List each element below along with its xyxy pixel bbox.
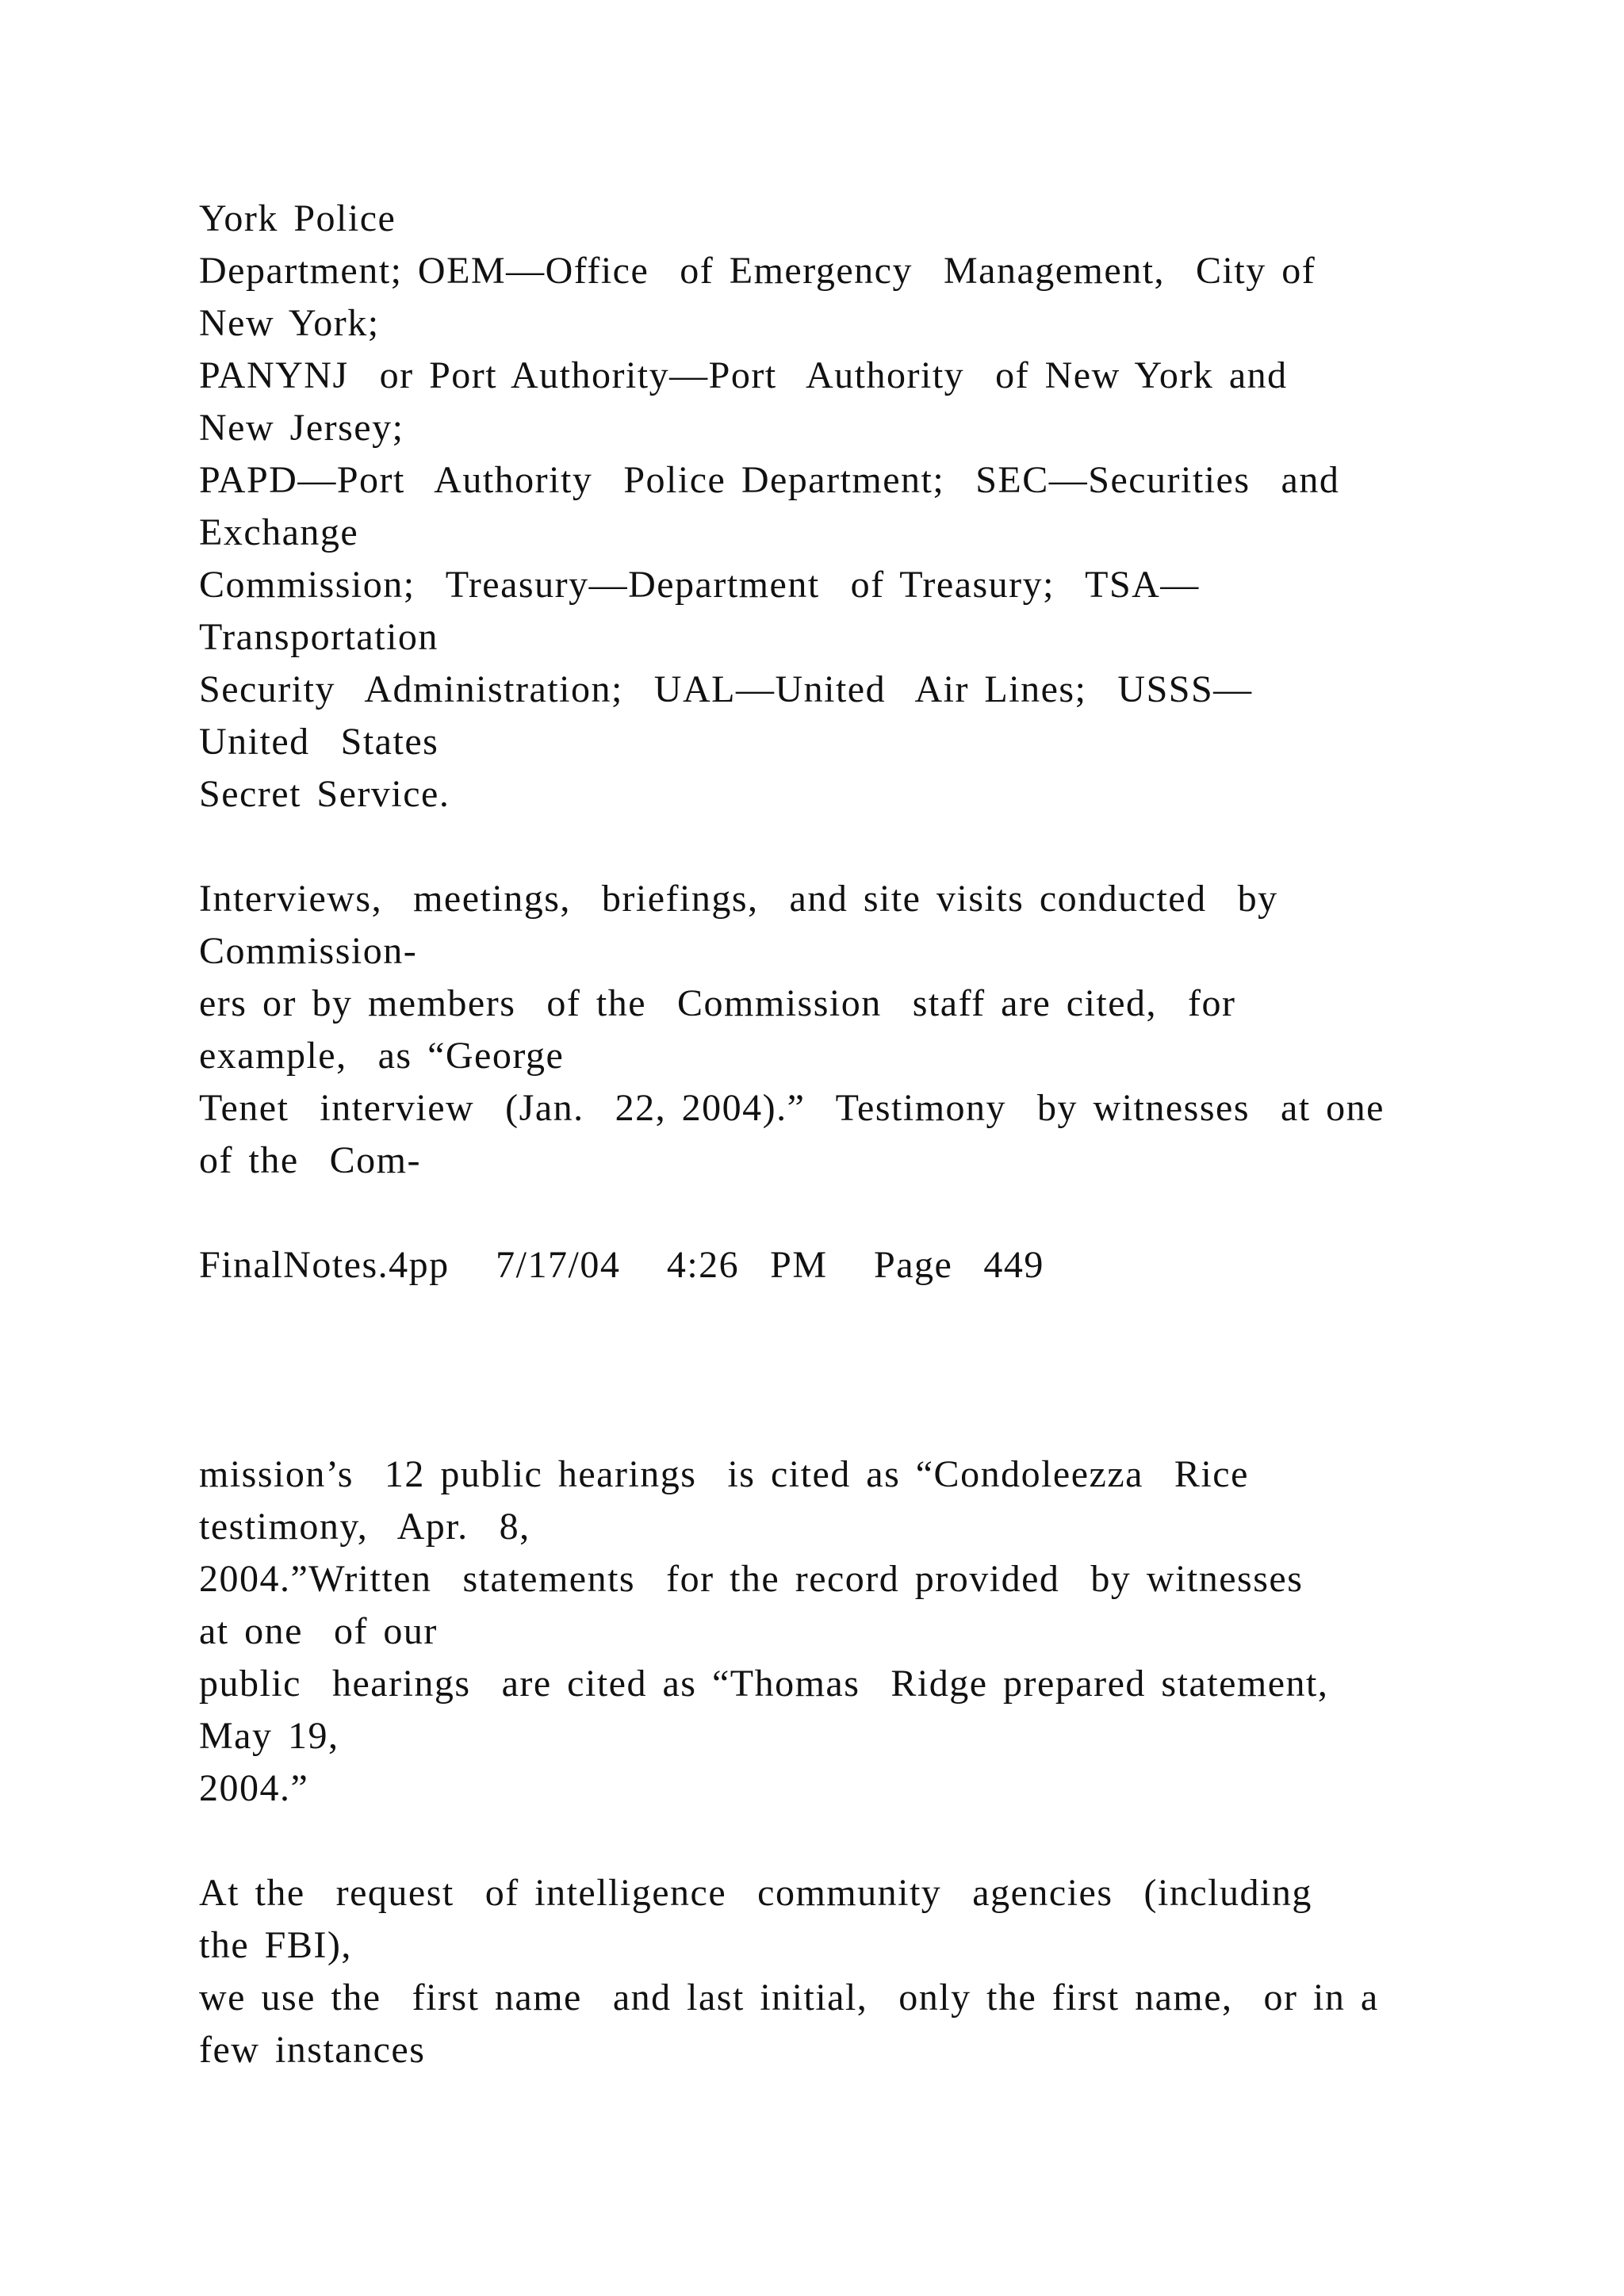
text-line: PANYNJ or Port Authority—Port Authority of New York and (199, 354, 1288, 396)
text-line: Department; OEM—Office of Emergency Management, City of (199, 250, 1316, 292)
text-line: Security Administration; UAL—United Air Lines; USSS— (199, 668, 1253, 710)
text-line: mission’s 12 public hearings is cited as “Condoleezza Rice (199, 1453, 1249, 1495)
text-line: testimony, Apr. 8, (199, 1506, 530, 1548)
text-line: 2004.”Written statements for the record provided by witnesses (199, 1558, 1304, 1600)
text-line: New York; (199, 302, 380, 344)
text-line: of the Com- (199, 1139, 421, 1181)
text-line: few instances (199, 2029, 426, 2071)
text-line: public hearings are cited as “Thomas Ridge prepared statement, (199, 1663, 1329, 1705)
text-line: United States (199, 721, 439, 763)
text-line: Tenet interview (Jan. 22, 2004).” Testimony by witnesses at one (199, 1087, 1385, 1129)
text-line: Commission- (199, 930, 418, 972)
text-line: York Police (199, 197, 396, 239)
text-line: Transportation (199, 616, 439, 658)
text-line: At the request of intelligence community agencies (including (199, 1872, 1312, 1914)
text-line: ers or by members of the Commission staff are cited, for (199, 982, 1236, 1024)
text-line: Exchange (199, 511, 359, 553)
text-line: the FBI), (199, 1924, 352, 1966)
text-line: at one of our (199, 1610, 438, 1652)
text-line: Commission; Treasury—Department of Treasury; TSA— (199, 564, 1200, 606)
text-line: we use the first name and last initial, only the first name, or in a (199, 1976, 1379, 2019)
text-line: Interviews, meetings, briefings, and site visits conducted by (199, 878, 1278, 920)
page-header-line: FinalNotes.4pp 7/17/04 4:26 PM Page 449 (199, 1244, 1044, 1286)
text-line: 2004.” (199, 1767, 309, 1809)
text-line: Secret Service. (199, 773, 450, 815)
text-line: New Jersey; (199, 407, 404, 449)
text-line: PAPD—Port Authority Police Department; SEC—Securities and (199, 459, 1340, 501)
text-line: example, as “George (199, 1035, 565, 1077)
text-line: May 19, (199, 1715, 339, 1757)
